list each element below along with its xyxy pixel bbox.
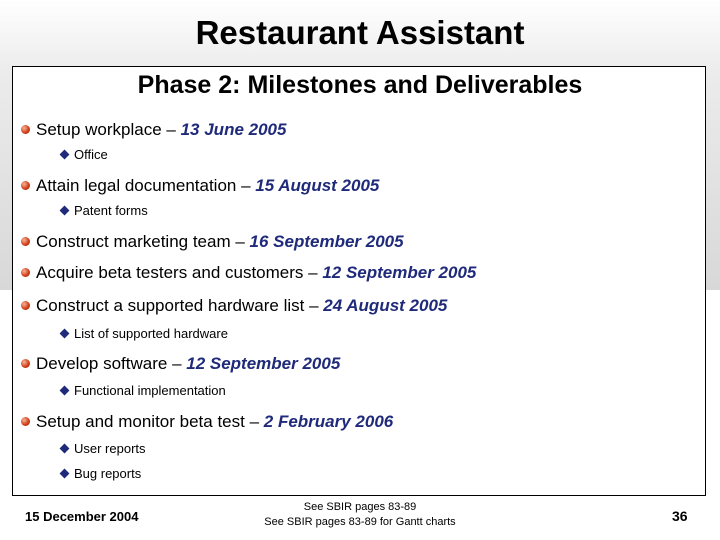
milestone-date: 2 February 2006: [263, 412, 394, 431]
bullet-icon: [21, 237, 30, 246]
milestone-item: [21, 412, 393, 432]
milestone-date: 13 June 2005: [180, 120, 287, 139]
milestone-item: [21, 232, 404, 252]
content-panel: [12, 66, 706, 496]
diamond-bullet-icon: [60, 150, 70, 160]
milestone-label: Construct marketing team –: [36, 232, 250, 251]
bullet-icon: [21, 268, 30, 277]
milestone-date: 16 September 2005: [249, 232, 404, 251]
milestone-subitem: Office: [61, 147, 108, 163]
footer-date: 15 December 2004: [25, 509, 139, 524]
milestone-subitem: User reports: [61, 441, 146, 457]
diamond-bullet-icon: [60, 329, 70, 339]
page-number: 36: [672, 508, 688, 524]
bullet-icon: [21, 359, 30, 368]
slide-subtitle: Phase 2: Milestones and Deliverables: [137, 71, 583, 99]
diamond-bullet-icon: [60, 469, 70, 479]
milestone-date: 12 September 2005: [186, 354, 341, 373]
bullet-icon: [21, 125, 30, 134]
milestone-item: [21, 263, 476, 283]
milestone-label: Develop software –: [36, 354, 187, 373]
milestone-item: [21, 120, 286, 140]
milestone-date: 24 August 2005: [323, 296, 448, 315]
milestone-item: [21, 354, 340, 374]
milestone-item: [21, 176, 379, 196]
footer-note: [210, 500, 510, 530]
diamond-bullet-icon: [60, 386, 70, 396]
footer-note-line2: See SBIR pages 83-89 for Gantt charts: [264, 516, 456, 528]
milestone-label: Setup workplace –: [36, 120, 181, 139]
diamond-bullet-icon: [60, 444, 70, 454]
footer-note-line1: See SBIR pages 83-89: [303, 501, 417, 513]
milestone-subitem: Bug reports: [61, 466, 141, 482]
slide-title: Restaurant Assistant: [195, 14, 525, 51]
bullet-icon: [21, 301, 30, 310]
diamond-bullet-icon: [60, 206, 70, 216]
milestone-subitem: Functional implementation: [61, 383, 226, 399]
milestone-subitem: Patent forms: [61, 203, 148, 219]
milestone-label: Attain legal documentation –: [36, 176, 256, 195]
milestone-date: 12 September 2005: [322, 263, 477, 282]
milestone-label: Construct a supported hardware list –: [36, 296, 324, 315]
bullet-icon: [21, 417, 30, 426]
milestone-subitem: List of supported hardware: [61, 326, 228, 342]
milestone-item: [21, 296, 447, 316]
milestone-date: 15 August 2005: [255, 176, 380, 195]
bullet-icon: [21, 181, 30, 190]
milestone-label: Acquire beta testers and customers –: [36, 263, 323, 282]
milestone-label: Setup and monitor beta test –: [36, 412, 264, 431]
